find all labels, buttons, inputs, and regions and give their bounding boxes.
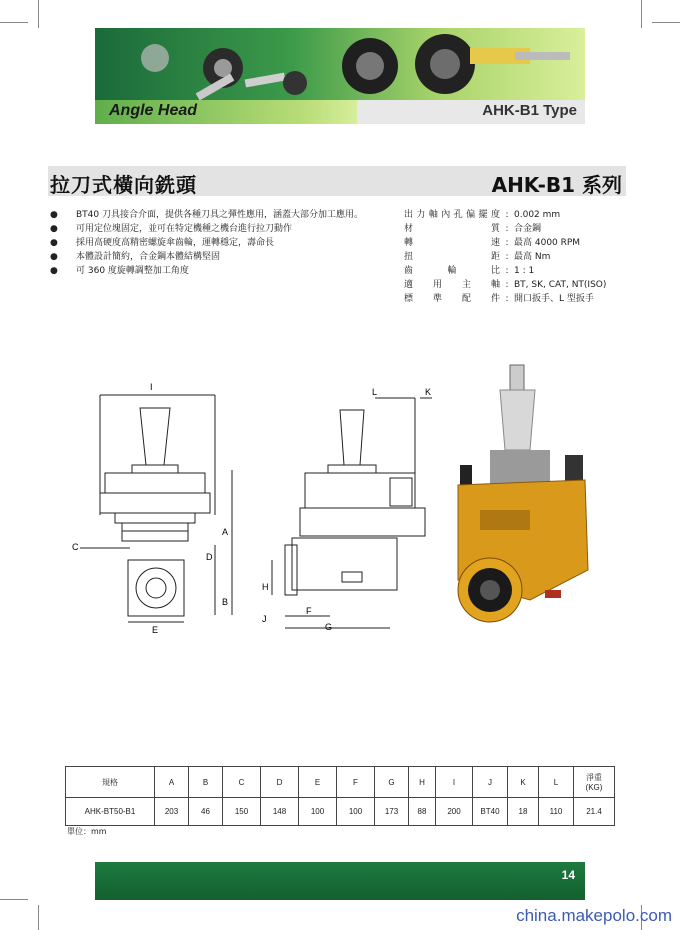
unit-note: 單位：mm [67,827,107,836]
dim-label-H: H [262,582,269,592]
spec-list [404,208,606,306]
table-cell: 21.4 [574,798,615,826]
technical-drawings [60,350,620,650]
crop-mark [38,0,39,28]
table-cell: 150 [223,798,261,826]
table-cell: 110 [539,798,574,826]
section-heading [48,166,626,196]
table-cell: BT40 [473,798,508,826]
bullet-icon: ● [50,224,58,234]
crop-mark [641,0,642,28]
dim-label-C: C [72,542,79,552]
product-title-cn: 拉刀式橫向銑頭 [50,173,197,197]
product-photo [448,355,593,645]
banner-type-title: AHK-B1 Type [482,102,577,119]
banner-tools-illustration [95,28,585,100]
front-view-drawing [80,395,232,622]
dim-label-E: E [152,625,159,635]
feature-list [48,208,368,278]
table-cell: 100 [337,798,375,826]
dim-label-I: I [150,382,153,392]
feature-item: ● 採用高硬度高精密螺旋傘齒輪，運轉穩定，壽命長 [50,238,275,248]
table-cell: 203 [155,798,189,826]
banner-category-title: Angle Head [109,102,198,119]
table-header: H [409,767,436,798]
table-header: J [473,767,508,798]
watermark-text: china.makepolo.com [516,906,672,925]
crop-mark [38,905,39,930]
spec-row: 轉速 : 最高 4000 RPM [404,238,581,248]
table-cell: 173 [375,798,409,826]
dim-label-F: F [306,606,312,616]
table-cell: AHK-BT50-B1 [66,798,155,826]
table-cell: 148 [261,798,299,826]
dim-label-D: D [206,552,213,562]
dim-label-B: B [222,597,229,607]
bullet-icon: ● [50,238,58,248]
dim-label-A: A [222,527,229,537]
feature-item: ● 本體設計簡約，合金鋼本體結構堅固 [50,252,221,262]
table-header: D [261,767,299,798]
side-view-drawing [272,398,432,628]
bullet-icon: ● [50,210,58,220]
header-banner [95,28,585,124]
table-header: G [375,767,409,798]
crop-mark [0,899,28,900]
spec-row: 扭距 : 最高 Nm [404,252,551,262]
table-header: I [436,767,473,798]
table-cell: 46 [189,798,223,826]
bullet-icon: ● [50,252,58,262]
table-header: B [189,767,223,798]
footer-bar [95,862,585,900]
product-series-title: AHK-B1 系列 [491,173,622,197]
dim-label-J: J [262,614,267,624]
table-header: A [155,767,189,798]
table-cell: 200 [436,798,473,826]
table-header-row [66,767,615,798]
table-header: C [223,767,261,798]
feature-item: ● 可用定位塊固定，並可在特定機種之機台進行拉刀動作 [50,224,293,234]
dimension-table [65,766,615,826]
table-cell: 18 [508,798,539,826]
banner-product-photo [95,28,585,100]
crop-mark [652,22,680,23]
bullet-icon: ● [50,266,58,276]
spec-row: 齒輪比 : 1 : 1 [404,266,535,276]
dim-label-K: K [425,387,432,397]
table-row [66,798,615,826]
table-header: L [539,767,574,798]
dim-label-G: G [325,622,333,632]
dim-label-L: L [372,387,378,397]
table-header: F [337,767,375,798]
page-number: 14 [561,868,575,882]
feature-item: ● BT40 刀具接合介面，提供各種刀具之彈性應用，涵蓋大部分加工應用。 [50,210,363,220]
spec-row: 適用主軸 : BT, SK, CAT, NT(ISO) [404,280,607,290]
crop-mark [0,22,28,23]
spec-row: 標準配件 : 開口扳手、L 型扳手 [404,294,594,304]
feature-item: ● 可 360 度旋轉調整加工角度 [50,266,189,276]
table-header: K [508,767,539,798]
table-header: 淨重 (KG) [574,767,615,798]
table-cell: 88 [409,798,436,826]
table-header: 規格 [66,767,155,798]
table-header: E [299,767,337,798]
table-cell: 100 [299,798,337,826]
spec-row: 出力軸內孔偏擺度 : 0.002 mm [404,210,561,220]
spec-row: 材質 : 合金鋼 [404,224,542,234]
